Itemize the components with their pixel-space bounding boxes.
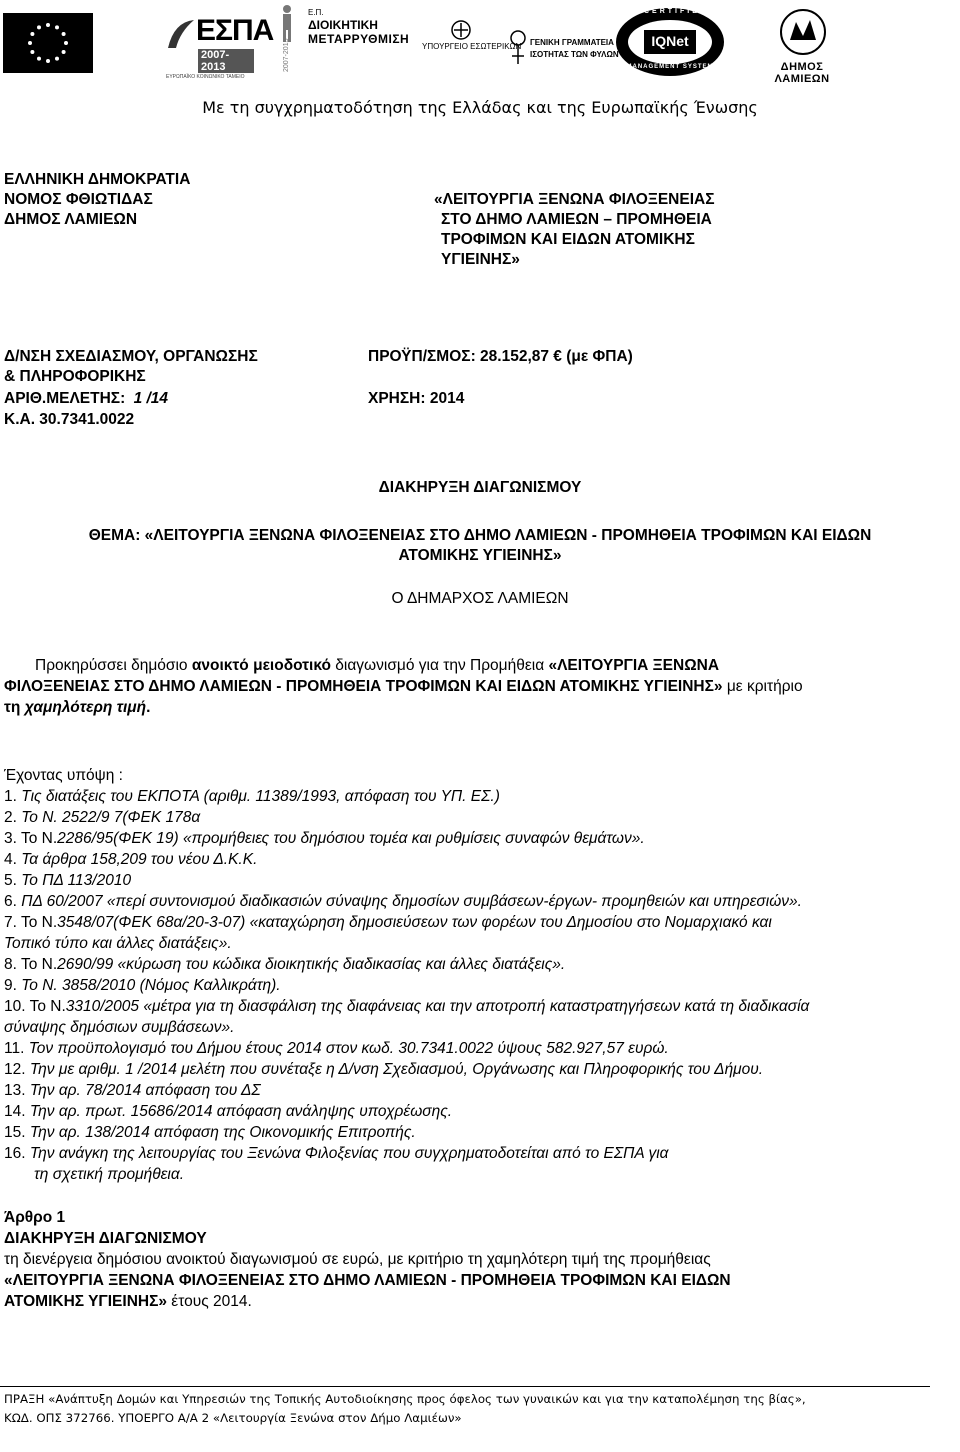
article-line1: τη διενέργεια δημόσιου ανοικτού διαγωνισμού σε ευρώ, με κριτήριο τη χαμηλότερη τιμή της προμήθειας — [4, 1251, 711, 1268]
gg-line2: ΙΣΟΤΗΤΑΣ ΤΩΝ ΦΥΛΩΝ — [530, 50, 619, 59]
logo-strip — [0, 0, 960, 85]
espa-wordmark: ΕΣΠΑ — [196, 14, 274, 47]
list-item — [4, 871, 131, 891]
list-item-text: Την με αριθμ. 1 /2014 μελέτη που συνέταξε η Δ/νση Σχεδιασμού, Οργάνωσης και Πληροφορικής του Δήμου. — [29, 1061, 764, 1078]
list-item — [4, 1144, 669, 1164]
list-item-text: 2286/95(ΦΕΚ 19) «προμήθειες του δημόσιου τομέα και ρυθμίσεις συναφών θεμάτων». — [57, 830, 645, 847]
list-item — [4, 808, 200, 828]
list-item-number: 2. — [4, 809, 22, 826]
project-title-line2: ΣΤΟ ΔΗΜΟ ΛΑΜΙΕΩΝ – ΠΡΟΜΗΘΕΙΑ — [441, 211, 712, 228]
municipality-caption: ΔΗΜΟΣ ΛΑΜΙΕΩΝ — [774, 61, 830, 85]
cert-bottom-text: MANAGEMENT SYSTEM — [626, 64, 714, 70]
fiscal-year: ΧΡΗΣΗ: 2014 — [368, 390, 465, 407]
list-item-text: Τον προϋπολογισμό του Δήμου έτους 2014 στον κωδ. 30.7341.0022 ύψους 582.927,57 ευρώ. — [28, 1040, 669, 1057]
list-item — [4, 850, 257, 870]
intro-line2 — [4, 677, 803, 697]
intro-text-a: Προκηρύσσει δημόσιο — [35, 657, 192, 674]
intro-line3 — [4, 698, 150, 718]
administrative-reform-logo — [276, 4, 410, 72]
list-item-text: 3310/2005 «μέτρα για τη διασφάλιση της διαφάνειας και την αποτροπή καταστρατηγήσεων κατά τη διαδικασία — [65, 998, 810, 1015]
cert-top-text: CERTIFIED — [644, 8, 708, 15]
list-item-text: Την αρ. 138/2014 απόφαση της Οικονομικής Επιτροπής. — [29, 1124, 416, 1141]
dm-small-label: Ε.Π. — [308, 8, 324, 17]
project-title-line3: ΤΡΟΦΙΜΩΝ ΚΑΙ ΕΙΔΩΝ ΑΤΟΜΙΚΗΣ — [441, 231, 695, 248]
article-title: Άρθρο 1 — [4, 1209, 66, 1226]
intro-text-c: διαγωνισμό για την Προμήθεια — [330, 657, 549, 674]
list-item-number: 14. — [4, 1103, 30, 1120]
list-item-text: Το ΠΔ 113/2010 — [21, 872, 132, 889]
list-item-text: Την αρ. 78/2014 απόφαση του ΔΣ — [29, 1082, 261, 1099]
municipality-seal-icon — [780, 6, 826, 58]
list-item-text: 3548/07(ΦΕΚ 68α/20-3-07) «καταχώρηση δημοσιεύσεων των φορέων του Δημοσίου στο Νομαρχιακό και — [57, 914, 772, 931]
dm-line2: ΜΕΤΑΡΡΥΘΜΙΣΗ — [308, 32, 410, 46]
list-item — [4, 1102, 452, 1122]
list-item-number: 9. — [4, 977, 22, 994]
list-item-number: 7. Το Ν. — [4, 914, 58, 931]
dm-line1: ΔΙΟΙΚΗΤΙΚΗ — [308, 18, 378, 32]
issuer-line3: ΔΗΜΟΣ ΛΑΜΙΕΩΝ — [4, 211, 138, 228]
list-item-number: 1. — [4, 788, 22, 805]
budget-code: Κ.Α. 30.7341.0022 — [4, 411, 135, 428]
intro-line1 — [35, 656, 719, 676]
department-line2: & ΠΛΗΡΟΦΟΡΙΚΗΣ — [4, 368, 146, 385]
list-item — [34, 1165, 184, 1185]
gg-line1: ΓΕΝΙΚΗ ΓΡΑΜΜΑΤΕΙΑ — [530, 38, 614, 47]
issuer-line1: ΕΛΛΗΝΙΚΗ ΔΗΜΟΚΡΑΤΙΑ — [4, 171, 191, 188]
list-item — [4, 829, 645, 849]
footer-line1: ΠΡΑΞΗ «Ανάπτυξη Δομών και Υπηρεσιών της Τοπικής Αυτοδιοίκησης προς όφελος των γυναικών και για την καταπολέμηση της βίας», — [4, 1392, 806, 1406]
list-item-number: 3. Το Ν. — [4, 830, 58, 847]
list-item — [4, 1123, 416, 1143]
funding-statement: Με τη συγχρηματοδότηση της Ελλάδας και της Ευρωπαϊκής Ένωσης — [202, 98, 758, 117]
intro-text-g: τη — [4, 699, 25, 716]
list-item-text: Τοπικό τύπο και άλλες διατάξεις». — [4, 935, 232, 952]
ministry-caption: ΥΠΟΥΡΓΕΙΟ ΕΣΩΤΕΡΙΚΩΝ — [422, 42, 522, 51]
list-item-number: 13. — [4, 1082, 30, 1099]
article-line2: «ΛΕΙΤΟΥΡΓΙΑ ΞΕΝΩΝΑ ΦΙΛΟΞΕΝΕΙΑΣ ΣΤΟ ΔΗΜΟ ΛΑΜΙΕΩΝ - ΠΡΟΜΗΘΕΙΑ ΤΡΟΦΙΜΩΝ ΚΑΙ ΕΙΔΩΝ — [4, 1272, 731, 1289]
eu-flag-logo — [3, 13, 93, 73]
cert-mid-text: IQNet — [651, 33, 689, 49]
list-item — [4, 934, 232, 954]
project-title-line4: ΥΓΙΕΙΝΗΣ» — [441, 251, 520, 268]
footer-line2: ΚΩΔ. ΟΠΣ 372766. ΥΠΟΕΡΓΟ Α/Α 2 «Λειτουργία Ξενώνα στον Δήμο Λαμιέων» — [4, 1411, 462, 1425]
list-item — [4, 1081, 261, 1101]
list-item-number: 4. — [4, 851, 22, 868]
list-item — [4, 913, 772, 933]
list-item — [4, 1018, 234, 1038]
list-item — [4, 1039, 669, 1059]
article-line3-bold: ΑΤΟΜΙΚΗΣ ΥΓΙΕΙΝΗΣ» — [4, 1293, 167, 1310]
list-item-text: Τις διατάξεις του ΕΚΠΟΤΑ (αριθμ. 11389/1993, απόφαση του ΥΠ. ΕΣ.) — [21, 788, 500, 805]
article-heading: ΔΙΑΚΗΡΥΞΗ ΔΙΑΓΩΝΙΣΜΟΥ — [4, 1230, 207, 1247]
study-value: 1 /14 — [133, 390, 169, 407]
study-number — [4, 389, 168, 409]
subject-line1: ΘΕΜΑ: «ΛΕΙΤΟΥΡΓΙΑ ΞΕΝΩΝΑ ΦΙΛΟΞΕΝΕΙΑΣ ΣΤΟ ΔΗΜΟ ΛΑΜΙΕΩΝ - ΠΡΟΜΗΘΕΙΑ ΤΡΟΦΙΜΩΝ ΚΑΙ ΕΙΔΩΝ — [88, 527, 872, 544]
project-title-line1: «ΛΕΙΤΟΥΡΓΙΑ ΞΕΝΩΝΑ ΦΙΛΟΞΕΝΕΙΑΣ — [434, 191, 715, 208]
budget-amount: ΠΡΟΫΠ/ΣΜΟΣ: 28.152,87 € (με ΦΠΑ) — [368, 348, 633, 365]
list-item-number: 6. — [4, 893, 22, 910]
list-item-text: Το Ν. 3858/2010 (Νόμος Καλλικράτη). — [21, 977, 281, 994]
list-item-number: 16. — [4, 1145, 30, 1162]
list-item — [4, 1060, 763, 1080]
list-item-number: 12. — [4, 1061, 30, 1078]
article-line3 — [4, 1292, 252, 1312]
list-item-text: ΠΔ 60/2007 «περί συντονισμού διαδικασιών σύναψης δημοσίων συμβάσεων-έργων- προμηθειών και υπηρεσιών». — [21, 893, 802, 910]
list-item — [4, 997, 809, 1017]
study-label: ΑΡΙΘ.ΜΕΛΕΤΗΣ: — [4, 390, 126, 407]
gender-equality-icon — [508, 28, 528, 68]
list-item — [4, 892, 802, 912]
intro-text-e: ΦΙΛΟΞΕΝΕΙΑΣ ΣΤΟ ΔΗΜΟ ΛΑΜΙΕΩΝ - ΠΡΟΜΗΘΕΙΑ ΤΡΟΦΙΜΩΝ ΚΑΙ ΕΙΔΩΝ ΑΤΟΜΙΚΗΣ ΥΓΙΕΙΝΗΣ» — [4, 678, 723, 695]
list-item-text: Τα άρθρα 158,209 του νέου Δ.Κ.Κ. — [21, 851, 258, 868]
announcement-heading: ΔΙΑΚΗΡΥΞΗ ΔΙΑΓΩΝΙΣΜΟΥ — [378, 479, 582, 496]
intro-text-f: με κριτήριο — [722, 678, 803, 695]
municipality-lamia-logo — [752, 6, 852, 85]
espa-subtitle: ΕΥΡΩΠΑΪΚΟ ΚΟΙΝΩΝΙΚΟ ΤΑΜΕΙΟ — [166, 74, 245, 80]
intro-text-b: ανοικτό μειοδοτικό — [191, 657, 331, 674]
intro-text-d: «ΛΕΙΤΟΥΡΓΙΑ ΞΕΝΩΝΑ — [548, 657, 720, 674]
list-item-number: 5. — [4, 872, 22, 889]
ministry-interior-logo — [422, 20, 522, 70]
list-item-number: 15. — [4, 1124, 30, 1141]
list-item-number: 11. — [4, 1040, 29, 1057]
list-item-text: τη σχετική προμήθεια. — [34, 1166, 185, 1183]
considering-label: Έχοντας υπόψη : — [4, 767, 123, 784]
subject-line2: ΑΤΟΜΙΚΗΣ ΥΓΙΕΙΝΗΣ» — [398, 547, 562, 564]
list-item-number: 10. Το Ν. — [4, 998, 66, 1015]
intro-text-i: . — [146, 699, 151, 716]
intro-text-h: χαμηλότερη τιμή — [24, 699, 147, 716]
list-item-text: Την ανάγκη της λειτουργίας του Ξενώνα Φιλοξενίας που συγχρηματοδοτείται από το ΕΣΠΑ για — [29, 1145, 669, 1162]
list-item-text: Το Ν. 2522/9 7(ΦΕΚ 178α — [21, 809, 201, 826]
espa-years: 2007-2013 — [198, 49, 254, 73]
footer-divider — [0, 1386, 930, 1387]
list-item — [4, 976, 281, 996]
gender-equality-logo — [508, 20, 628, 80]
department-line1: Δ/ΝΣΗ ΣΧΕΔΙΑΣΜΟΥ, ΟΡΓΑΝΩΣΗΣ — [4, 348, 258, 365]
list-item — [4, 787, 500, 807]
dm-years: 2007-2013 — [283, 38, 290, 72]
greek-emblem-icon — [450, 20, 472, 40]
list-item-number: 8. Το Ν. — [4, 956, 58, 973]
iqnet-certification-logo — [614, 6, 726, 78]
list-item-text: Την αρ. πρωτ. 15686/2014 απόφαση ανάληψης υποχρέωσης. — [29, 1103, 453, 1120]
issuer-line2: ΝΟΜΟΣ ΦΘΙΩΤΙΔΑΣ — [4, 191, 153, 208]
list-item-text: σύναψης δημόσιων συμβάσεων». — [4, 1019, 235, 1036]
list-item-text: 2690/99 «κύρωση του κώδικα διοικητικής διαδικασίας και άλλες διατάξεις». — [57, 956, 566, 973]
mayor-line: Ο ΔΗΜΑΡΧΟΣ ΛΑΜΙΕΩΝ — [391, 590, 569, 607]
article-line3-rest: έτους 2014. — [167, 1293, 252, 1310]
espa-logo — [166, 14, 274, 80]
list-item — [4, 955, 565, 975]
